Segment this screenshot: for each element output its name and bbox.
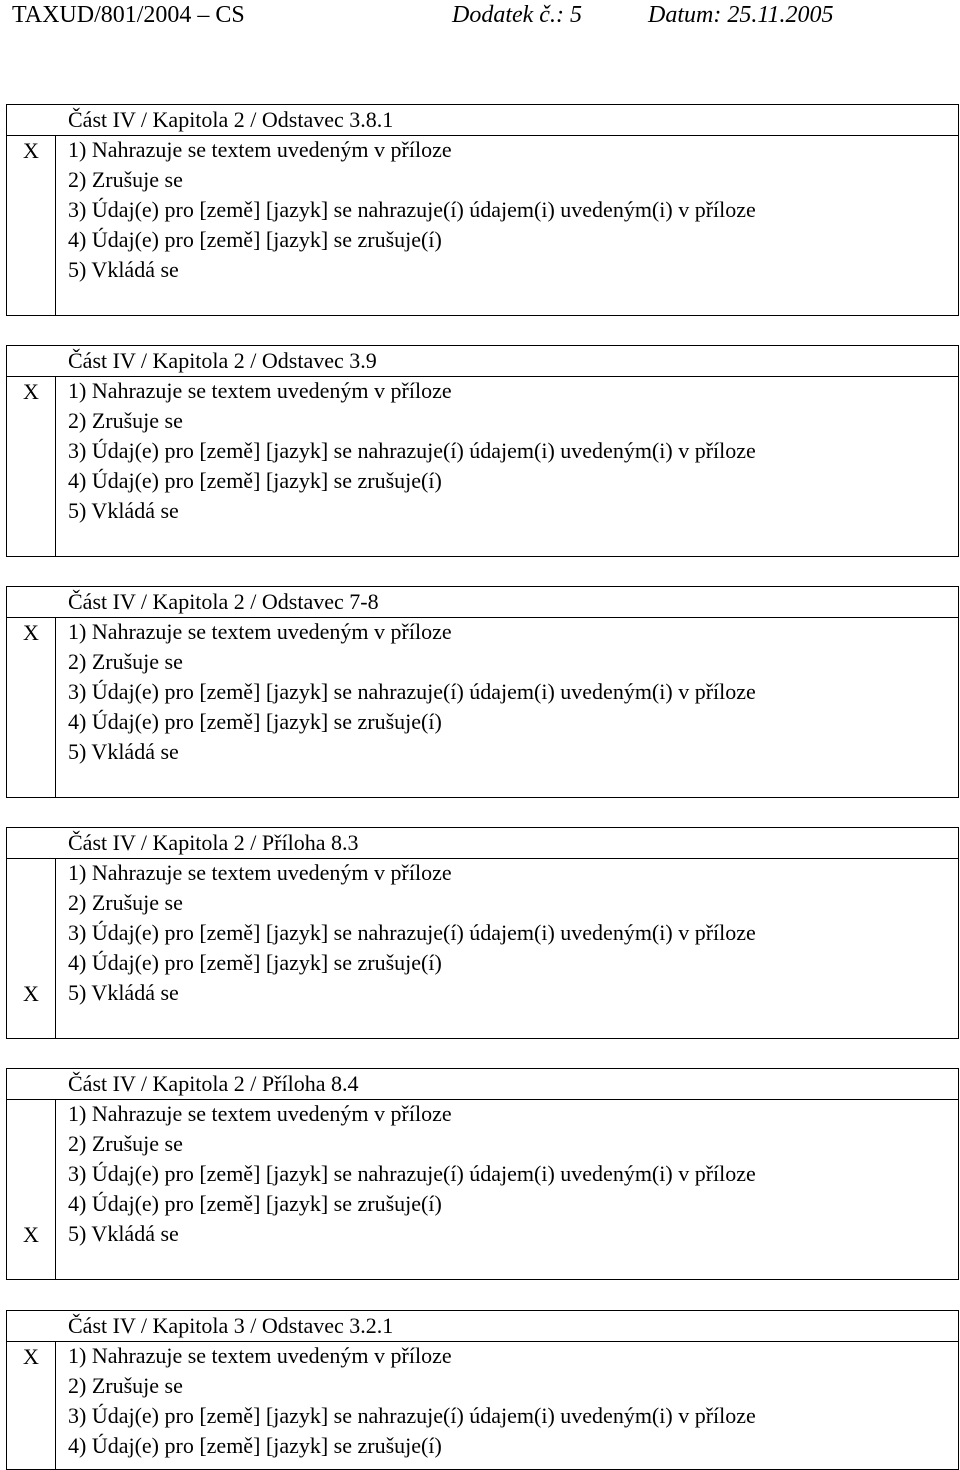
block-content — [68, 1311, 948, 1461]
option-line: 5) Vkládá se — [68, 1221, 179, 1246]
amendment-block — [6, 586, 959, 798]
amendment-block — [6, 1310, 959, 1470]
option-line: 2) Zrušuje se — [68, 408, 183, 433]
amendment-block — [6, 345, 959, 557]
option-line: 3) Údaj(e) pro [země] [jazyk] se nahrazuje(í) údajem(i) uvedeným(i) v příloze — [68, 679, 756, 704]
option-line: 3) Údaj(e) pro [země] [jazyk] se nahrazuje(í) údajem(i) uvedeným(i) v příloze — [68, 920, 756, 945]
block-title: Část IV / Kapitola 2 / Příloha 8.4 — [68, 1071, 359, 1096]
option-line: 1) Nahrazuje se textem uvedeným v příloze — [68, 1101, 452, 1126]
block-column-divider — [55, 376, 56, 556]
amendment-block — [6, 104, 959, 316]
document-id: TAXUD/801/2004 – CS — [12, 2, 245, 28]
selection-mark: X — [23, 1344, 39, 1369]
block-content — [68, 587, 948, 767]
block-content — [68, 1069, 948, 1249]
option-line: 4) Údaj(e) pro [země] [jazyk] se zrušuje(í) — [68, 227, 442, 252]
block-title: Část IV / Kapitola 2 / Odstavec 7-8 — [68, 589, 379, 614]
block-title: Část IV / Kapitola 2 / Odstavec 3.8.1 — [68, 107, 394, 132]
option-line: 4) Údaj(e) pro [země] [jazyk] se zrušuje(í) — [68, 950, 442, 975]
block-title: Část IV / Kapitola 2 / Příloha 8.3 — [68, 830, 359, 855]
option-line: 4) Údaj(e) pro [země] [jazyk] se zrušuje(í) — [68, 709, 442, 734]
selection-mark: X — [23, 379, 39, 404]
selection-mark: X — [23, 1222, 39, 1247]
document-date: Datum: 25.11.2005 — [648, 2, 834, 28]
page-header — [12, 0, 952, 30]
option-line: 1) Nahrazuje se textem uvedeným v příloze — [68, 860, 452, 885]
block-title: Část IV / Kapitola 2 / Odstavec 3.9 — [68, 348, 377, 373]
block-content — [68, 346, 948, 526]
amendment-block — [6, 1068, 959, 1280]
block-column-divider — [55, 617, 56, 797]
option-line: 5) Vkládá se — [68, 498, 179, 523]
option-line: 1) Nahrazuje se textem uvedeným v příloze — [68, 378, 452, 403]
addendum-number: Dodatek č.: 5 — [452, 2, 582, 28]
option-line: 3) Údaj(e) pro [země] [jazyk] se nahrazuje(í) údajem(i) uvedeným(i) v příloze — [68, 1161, 756, 1186]
block-column-divider — [55, 1341, 56, 1469]
option-line: 5) Vkládá se — [68, 739, 179, 764]
option-line: 1) Nahrazuje se textem uvedeným v příloze — [68, 137, 452, 162]
option-line: 4) Údaj(e) pro [země] [jazyk] se zrušuje(í) — [68, 1191, 442, 1216]
block-content — [68, 828, 948, 1008]
option-line: 2) Zrušuje se — [68, 1131, 183, 1156]
option-line: 4) Údaj(e) pro [země] [jazyk] se zrušuje(í) — [68, 1433, 442, 1458]
option-line: 5) Vkládá se — [68, 257, 179, 282]
option-line: 3) Údaj(e) pro [země] [jazyk] se nahrazuje(í) údajem(i) uvedeným(i) v příloze — [68, 197, 756, 222]
option-line: 3) Údaj(e) pro [země] [jazyk] se nahrazuje(í) údajem(i) uvedeným(i) v příloze — [68, 1403, 756, 1428]
block-column-divider — [55, 1099, 56, 1279]
option-line: 1) Nahrazuje se textem uvedeným v příloze — [68, 1343, 452, 1368]
selection-mark: X — [23, 620, 39, 645]
selection-mark: X — [23, 138, 39, 163]
option-line: 4) Údaj(e) pro [země] [jazyk] se zrušuje(í) — [68, 468, 442, 493]
block-column-divider — [55, 858, 56, 1038]
option-line: 2) Zrušuje se — [68, 649, 183, 674]
option-line: 2) Zrušuje se — [68, 1373, 183, 1398]
block-title: Část IV / Kapitola 3 / Odstavec 3.2.1 — [68, 1313, 394, 1338]
block-column-divider — [55, 135, 56, 315]
selection-mark: X — [23, 981, 39, 1006]
option-line: 3) Údaj(e) pro [země] [jazyk] se nahrazuje(í) údajem(i) uvedeným(i) v příloze — [68, 438, 756, 463]
option-line: 2) Zrušuje se — [68, 890, 183, 915]
amendment-block — [6, 827, 959, 1039]
option-line: 2) Zrušuje se — [68, 167, 183, 192]
option-line: 5) Vkládá se — [68, 980, 179, 1005]
option-line: 1) Nahrazuje se textem uvedeným v příloze — [68, 619, 452, 644]
block-content — [68, 105, 948, 285]
